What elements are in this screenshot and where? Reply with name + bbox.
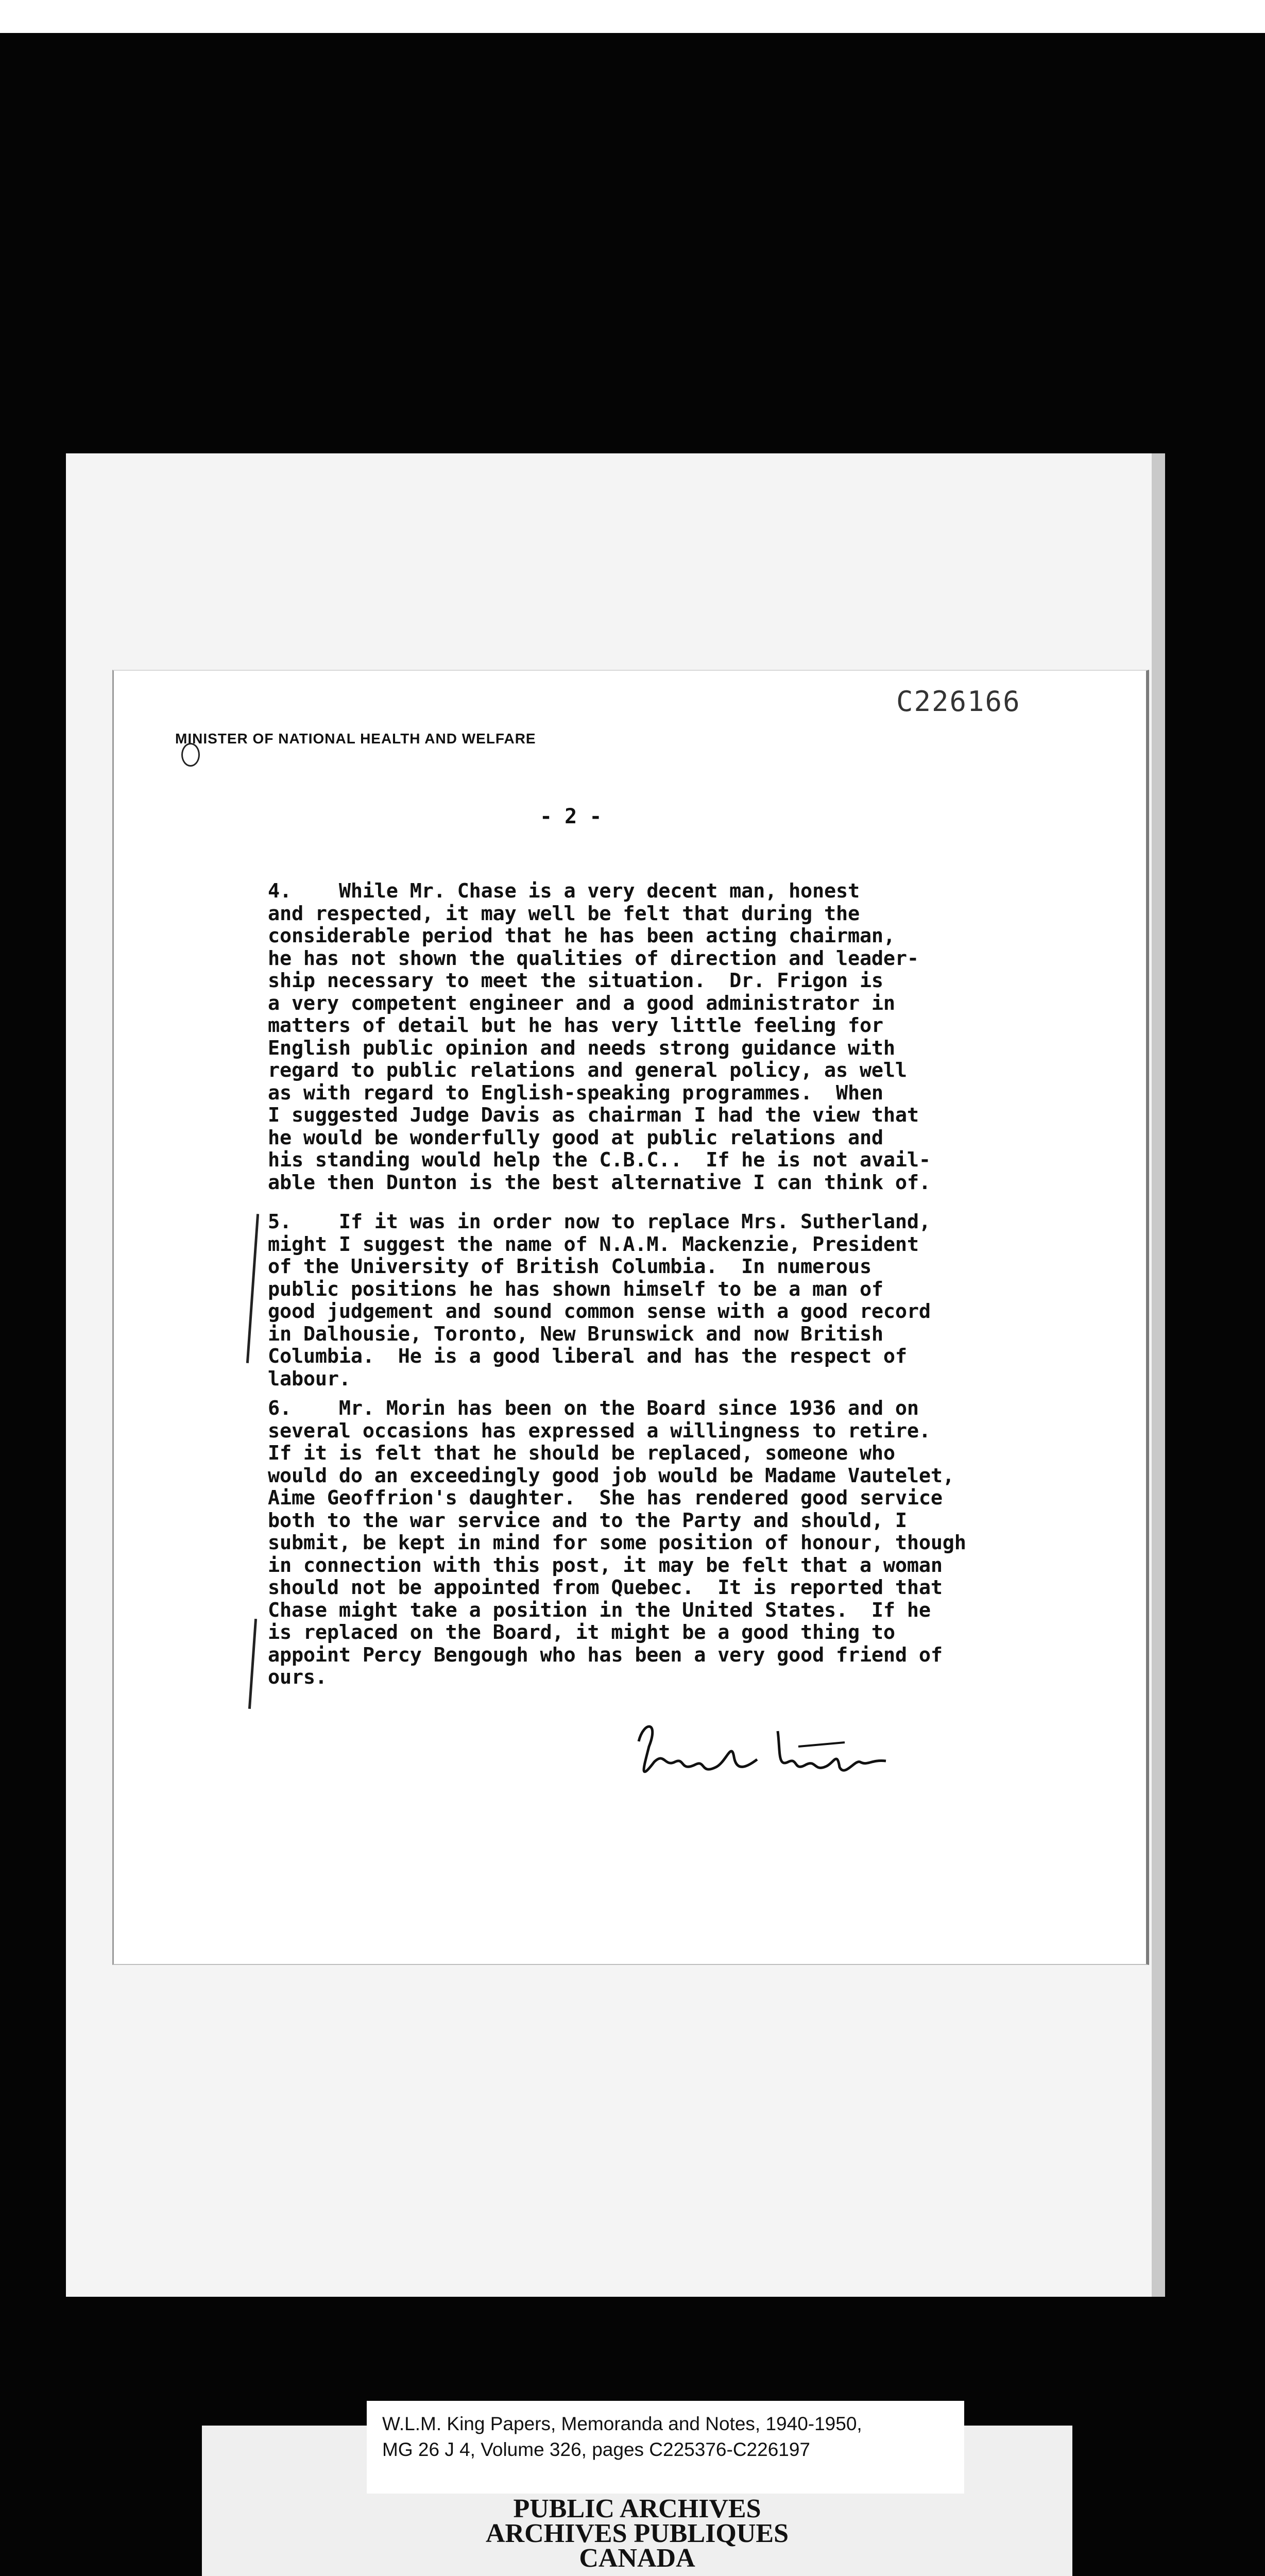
archives-stamp-line: CANADA <box>579 2544 695 2573</box>
sheet-edge-shadow <box>1152 453 1165 2297</box>
punch-hole-mark <box>181 743 200 767</box>
reference-number: C226166 <box>896 685 1021 718</box>
archives-stamp-line: PUBLIC ARCHIVES <box>513 2494 761 2523</box>
archive-citation: W.L.M. King Papers, Memoranda and Notes, 1940-1950, MG 26 J 4, Volume 326, pages C225376-C226197 <box>382 2413 862 2460</box>
archives-stamp-line: ARCHIVES PUBLIQUES <box>485 2519 789 2548</box>
letterhead: MINISTER OF NATIONAL HEALTH AND WELFARE <box>175 731 536 747</box>
handwritten-signature <box>628 1710 896 1788</box>
paragraph-5: 5. If it was in order now to replace Mrs. Sutherland, might I suggest the name of N.A.M. Mackenzie, President of the University of British Columbia. In numerous public positions he has shown himself to be a man of good judgement and sound common sense with a good record in Dalhousie, Toronto, New Brunswick and now British Columbia. He is a good liberal and has the respect of labour. <box>268 1210 931 1391</box>
archives-stamp <box>202 2494 1072 2573</box>
page-number: - 2 - <box>540 805 602 828</box>
paragraph-4: 4. While Mr. Chase is a very decent man, honest and respected, it may well be felt that during the considerable period that he has been acting chairman, he has not shown the qualities of direction and leader- ship necessary to meet the situation. Dr. Frigon is a very competent engineer and a good administrator in matters of detail but he has very little feeling for English public opinion and needs strong guidance with regard to public relations and general policy, as well as with regard to English-speaking programmes. When I suggested Judge Davis as chairman I had the view that he would be wonderfully good at public relations and his standing would help the C.B.C.. If he is not avail- able then Dunton is the best alternative I can think of. <box>268 879 931 1194</box>
paragraph-6: 6. Mr. Morin has been on the Board since 1936 and on several occasions has expressed a willingness to retire. If it is felt that he should be replaced, someone who would do an exceedingly good job would be Madame Vautelet, Aime Geoffrion's daughter. She has rendered good service both to the war service and to the Party and should, I submit, be kept in mind for some position of honour, though in connection with this post, it may be felt that a woman should not be appointed from Quebec. It is reported that Chase might take a position in the United States. If he is replaced on the Board, it might be a good thing to appoint Percy Bengough who has been a very good friend of ours. <box>268 1397 966 1689</box>
